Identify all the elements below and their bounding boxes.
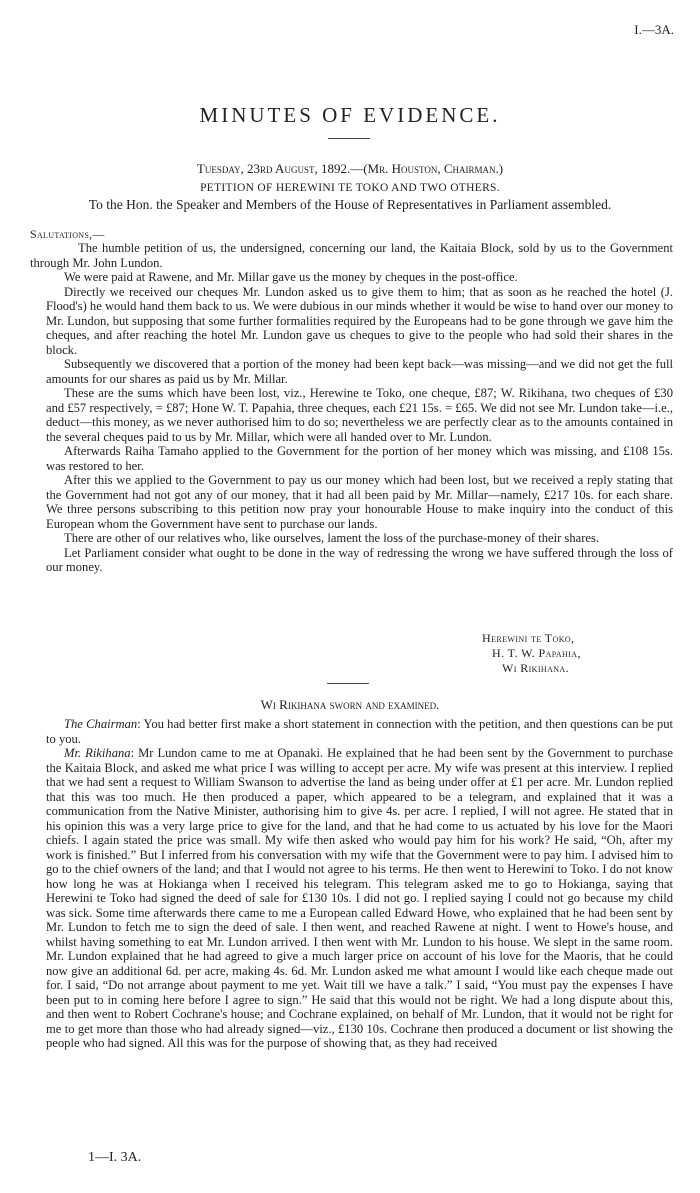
evidence-paragraph (46, 746, 673, 1051)
section-divider (327, 683, 369, 684)
petition-paragraph: Directly we received our cheques Mr. Lundon asked us to give them to him; that as soon as he reached the hotel (J. Flood's) he would hand them back to us. We were dubious in our minds whether it would be wise to hand over our money to Mr. Lundon, but supposing that some further formalities required by the Europeans had to be gone through we gave him the cheques, and after reaching the hotel Mr. Lundon gave us cheques to give to the people who had sold their shares in the block. (46, 284, 673, 357)
session-line (0, 161, 700, 176)
evidence-text: : You had better first make a short statement in connection with the petition, and then questions can be put to you. (46, 717, 673, 746)
salutations: Salutations,— (30, 227, 105, 241)
petition-body (30, 241, 673, 575)
petition-paragraph: The humble petition of us, the undersigned, concerning our land, the Kaitaia Block, sold by us to the Government through Mr. John Lundon. (30, 241, 673, 270)
sworn-heading: Wi Rikihana sworn and examined. (260, 697, 440, 712)
petition-paragraph: Subsequently we discovered that a portion of the money had been kept back—was missing—and we did not get the full amounts for our shares as paid us by Mr. Millar. (46, 357, 673, 386)
signatory: H. T. W. Papahia, (492, 646, 581, 660)
petition-paragraph: After this we applied to the Government to pay us our money which had been lost, but we received a reply stating that the Government had not got any of our money, that it had all been paid by Mr. Millar—namely, £217 10s. for each share. We three persons subscribing to this petition now pray your honourable House to make inquiry into the conduct of this European whom the Government have sent to purchase our lands. (46, 473, 673, 531)
speaker-name: Mr. Rikihana (64, 746, 131, 760)
speaker-name: The Chairman (64, 717, 138, 731)
petition-paragraph: There are other of our relatives who, like ourselves, lament the loss of the purchase-money of their shares. (64, 531, 600, 545)
footer-sheet-reference: 1—I. 3A. (88, 1150, 142, 1165)
evidence-text: : Mr Lundon came to me at Opanaki. He explained that he had been sent by the Government to purchase the Kaitaia Block, and asked me what price I was willing to accept per acre. My wife was present at this interview. I replied that we had sent a request to William Swanson to advertise the land as being under offer at £1 per acre. Mr. Lundon replied that this was too much. He then produced a paper, which appeared to be a telegram, and explained that it was a communication from the Native Minister, authorising him to give 4s. per acre. I replied, I will not agree. He stated that in his opinion this was a very large price to give for the land, and that he had come to us actuated by his love for the Maori chiefs. I again stated the price was small. My wife then asked who would pay him for his work? He said, “Oh, after my work is finished.” But I inferred from his conversation with my wife that the Government were to pay him. I advised him to go to the chief owners of the land; and that I would not agree to his terms. He then went to Herewini to Toko. I do not know how long he was at Hokianga when I received his telegram. This telegram asked me to go to Hokianga, saying that Herewini te Toko had signed the deed of sale for £130 10s. I did not go. I replied saying I could not go because my child was sick. Some time afterwards there came to me a European called Edward Howe, who explained that he had been sent by Mr. Lundon to fetch me to sign the deed of sale. I then went, and reached Rawene at night. I went to Howe's house, and whilst having something to eat Mr. Lundon arrived. I then went with Mr. Lundon to his house. We slept in the same room. Mr. Lundon explained that he had agreed to give a much larger price on account of his love for the Maoris, that he could now give an additional 6d. per acre, making 4s. 6d. Mr. Lundon asked me what amount I would like each cheque made out for. I said, “Do not arrange about payment to me yet. Wait till we have a talk.” I said, “You must pay the expenses I have been put to in coming here before I agree to sign.” He said that this would not be right. We had a long dispute about this, and then went to Robert Cochrane's house; and Cochrane explained, on behalf of Mr. Lundon, that it would not be right for me to get more than those who had already signed—viz., £130 10s. Cochrane then produced a document or list showing the people who had signed. All this was for the purpose of showing that, as they had received (46, 746, 673, 1050)
page-reference: I.—3A. (634, 22, 674, 37)
page-title: MINUTES OF EVIDENCE. (199, 103, 501, 127)
petition-heading: PETITION OF HEREWINI TE TOKO AND TWO OTHERS. (200, 182, 500, 194)
petition-paragraph: We were paid at Rawene, and Mr. Millar gave us the money by cheques in the post-office. (64, 270, 518, 284)
signatory: Herewini te Toko, (482, 631, 575, 645)
petition-paragraph: Let Parliament consider what ought to be done in the way of redressing the wrong we have suffered through the loss of our money. (46, 545, 673, 574)
petition-paragraph: These are the sums which have been lost, viz., Herewine te Toko, one cheque, £87; W. Rikihana, two cheques of £30 and £57 respectively, = £87; Hone W. T. Papahia, three cheques, each £21 15s. = £65. We did not see Mr. Lundon take—i.e., deduct—this money, as we never authorised him to do so; nevertheless we are perfectly clear as to the amounts contained in the several cheques paid to us by Mr. Millar, which were all handed over to Mr. Lundon. (46, 386, 673, 444)
evidence-body (46, 717, 673, 1051)
signatories (482, 631, 581, 676)
address-line: To the Hon. the Speaker and Members of the House of Representatives in Parliament assembled. (88, 197, 612, 212)
signatory: Wi Rikihana. (502, 661, 570, 675)
petition-paragraph: Afterwards Raiha Tamaho applied to the Government for the portion of her money which was missing, and £108 15s. was restored to her. (46, 444, 673, 473)
title-divider (328, 138, 370, 139)
session-line-text: Tuesday, 23rd August, 1892.—(Mr. Houston, Chairman.) (196, 161, 504, 176)
evidence-paragraph (46, 717, 673, 746)
